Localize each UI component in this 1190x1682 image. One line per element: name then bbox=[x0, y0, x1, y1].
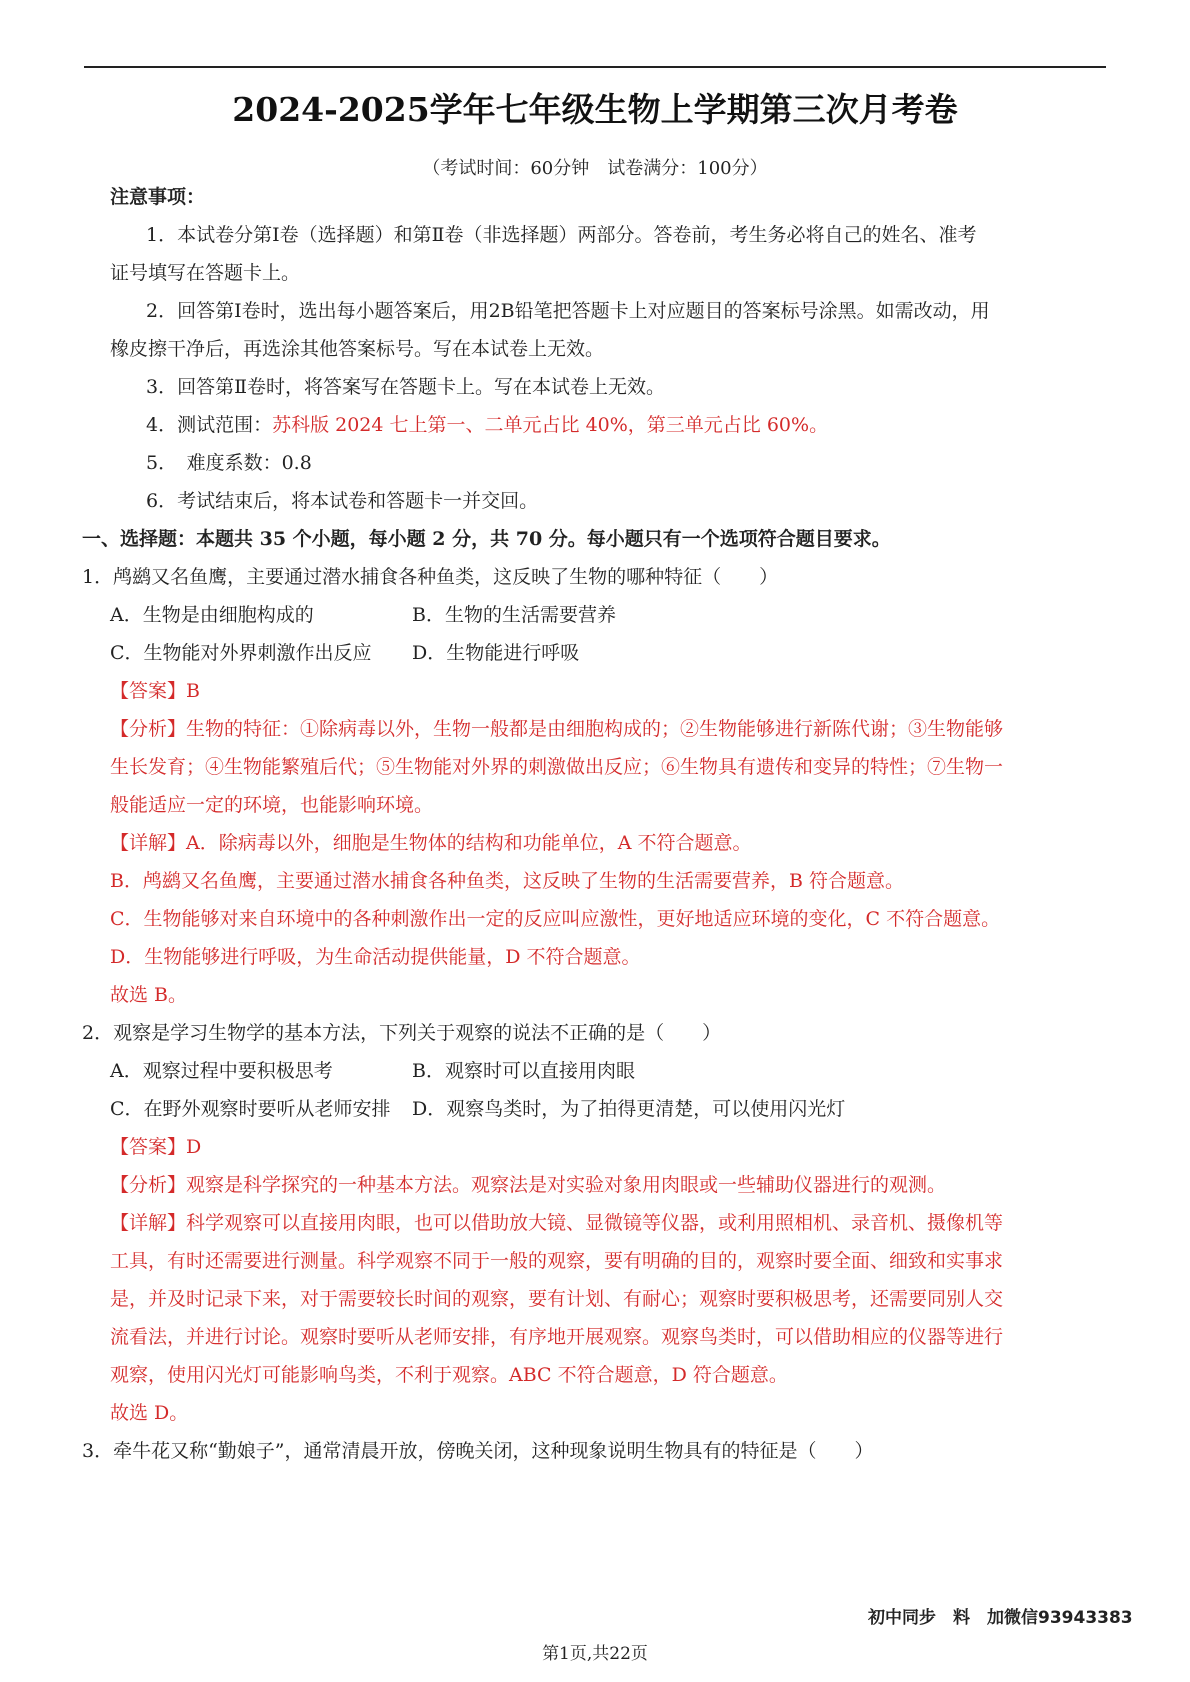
q2-detail-line-2: 工具，有时还需要进行测量。科学观察不同于一般的观察，要有明确的目的，观察时要全面、细致和实事求 bbox=[110, 1250, 1004, 1272]
note-1-line-2: 证号填写在答题卡上。 bbox=[110, 262, 301, 284]
q1-detail-line-3: C．生物能够对来自环境中的各种刺激作出一定的反应叫应激性，更好地适应环境的变化，C 不符合题意。 bbox=[110, 908, 1001, 930]
note-2-line-2: 橡皮擦干净后，再选涂其他答案标号。写在本试卷上无效。 bbox=[110, 338, 605, 360]
q1-conclusion: 故选 B。 bbox=[110, 984, 188, 1006]
q1-option-a: A．生物是由细胞构成的 bbox=[110, 604, 314, 626]
q1-option-b: B．生物的生活需要营养 bbox=[412, 604, 616, 626]
exam-subtitle: （考试时间：60分钟 试卷满分：100分） bbox=[422, 158, 768, 179]
q2-option-a: A．观察过程中要积极思考 bbox=[110, 1060, 333, 1082]
q1-detail-line-2: B．鸬鹚又名鱼鹰，主要通过潜水捕食各种鱼类，这反映了生物的生活需要营养，B 符合题意。 bbox=[110, 870, 904, 892]
q1-analysis-line-1: 【分析】生物的特征：①除病毒以外，生物一般都是由细胞构成的；②生物能够进行新陈代谢；③生物能够 bbox=[110, 718, 1004, 740]
q2-option-d: D．观察鸟类时，为了拍得更清楚，可以使用闪光灯 bbox=[412, 1098, 846, 1120]
q3-stem: 3．牵牛花又称“勤娘子”，通常清晨开放，傍晚关闭，这种现象说明生物具有的特征是（ ） bbox=[82, 1440, 874, 1462]
note-3: 3．回答第Ⅱ卷时，将答案写在答题卡上。写在本试卷上无效。 bbox=[146, 376, 666, 398]
q2-detail-line-3: 是，并及时记录下来，对于需要较长时间的观察，要有计划、有耐心；观察时要积极思考，还需要同别人交 bbox=[110, 1288, 1004, 1310]
notes-heading: 注意事项： bbox=[110, 186, 206, 208]
note-4 bbox=[146, 412, 828, 438]
q1-option-c: C．生物能对外界刺激作出反应 bbox=[110, 642, 372, 664]
q1-option-d: D．生物能进行呼吸 bbox=[412, 642, 580, 664]
q2-detail-line-5: 观察，使用闪光灯可能影响鸟类，不利于观察。ABC 不符合题意，D 符合题意。 bbox=[110, 1364, 788, 1386]
q2-stem: 2．观察是学习生物学的基本方法，下列关于观察的说法不正确的是（ ） bbox=[82, 1022, 722, 1044]
exam-title: 2024-2025学年七年级生物上学期第三次月考卷 bbox=[232, 90, 958, 129]
q1-detail-line-1: 【详解】A．除病毒以外，细胞是生物体的结构和功能单位，A 不符合题意。 bbox=[110, 832, 752, 854]
page-number: 第1页,共22页 bbox=[542, 1644, 648, 1664]
q1-stem: 1．鸬鹚又名鱼鹰，主要通过潜水捕食各种鱼类，这反映了生物的哪种特征（ ） bbox=[82, 566, 779, 588]
q2-option-c: C．在野外观察时要听从老师安排 bbox=[110, 1098, 391, 1120]
note-2-line-1: 2．回答第Ⅰ卷时，选出每小题答案后，用2B铅笔把答题卡上对应题目的答案标号涂黑。如需改动，用 bbox=[146, 300, 990, 322]
q1-analysis-line-3: 般能适应一定的环境，也能影响环境。 bbox=[110, 794, 434, 816]
q2-analysis: 【分析】观察是科学探究的一种基本方法。观察法是对实验对象用肉眼或一些辅助仪器进行的观测。 bbox=[110, 1174, 947, 1196]
note-5: 5． 难度系数：0.8 bbox=[146, 452, 312, 474]
q1-analysis-line-2: 生长发育；④生物能繁殖后代；⑤生物能对外界的刺激做出反应；⑥生物具有遗传和变异的特性；⑦生物一 bbox=[110, 756, 1004, 778]
q2-conclusion: 故选 D。 bbox=[110, 1402, 189, 1424]
section-1-heading: 一、选择题：本题共 35 个小题，每小题 2 分，共 70 分。每小题只有一个选项符合题目要求。 bbox=[82, 528, 891, 550]
q2-detail-line-4: 流看法，并进行讨论。观察时要听从老师安排，有序地开展观察。观察鸟类时，可以借助相应的仪器等进行 bbox=[110, 1326, 1004, 1348]
top-rule bbox=[84, 66, 1106, 68]
q1-answer: 【答案】B bbox=[110, 680, 200, 702]
note-6: 6．考试结束后，将本试卷和答题卡一并交回。 bbox=[146, 490, 539, 512]
q2-detail-line-1: 【详解】科学观察可以直接用肉眼，也可以借助放大镜、显微镜等仪器，或利用照相机、录音机、摄像机等 bbox=[110, 1212, 1004, 1234]
q2-option-b: B．观察时可以直接用肉眼 bbox=[412, 1060, 635, 1082]
q1-detail-line-4: D．生物能够进行呼吸，为生命活动提供能量，D 不符合题意。 bbox=[110, 946, 641, 968]
note-1-line-1: 1．本试卷分第Ⅰ卷（选择题）和第Ⅱ卷（非选择题）两部分。答卷前，考生务必将自己的姓名、准考 bbox=[146, 224, 977, 246]
note-4-prefix: 4．测试范围： bbox=[146, 414, 273, 436]
note-4-scope: 苏科版 2024 七上第一、二单元占比 40%，第三单元占比 60%。 bbox=[272, 414, 829, 436]
footer-advert: 初中同步 料 加微信93943383 bbox=[868, 1608, 1133, 1628]
q2-answer: 【答案】D bbox=[110, 1136, 202, 1158]
